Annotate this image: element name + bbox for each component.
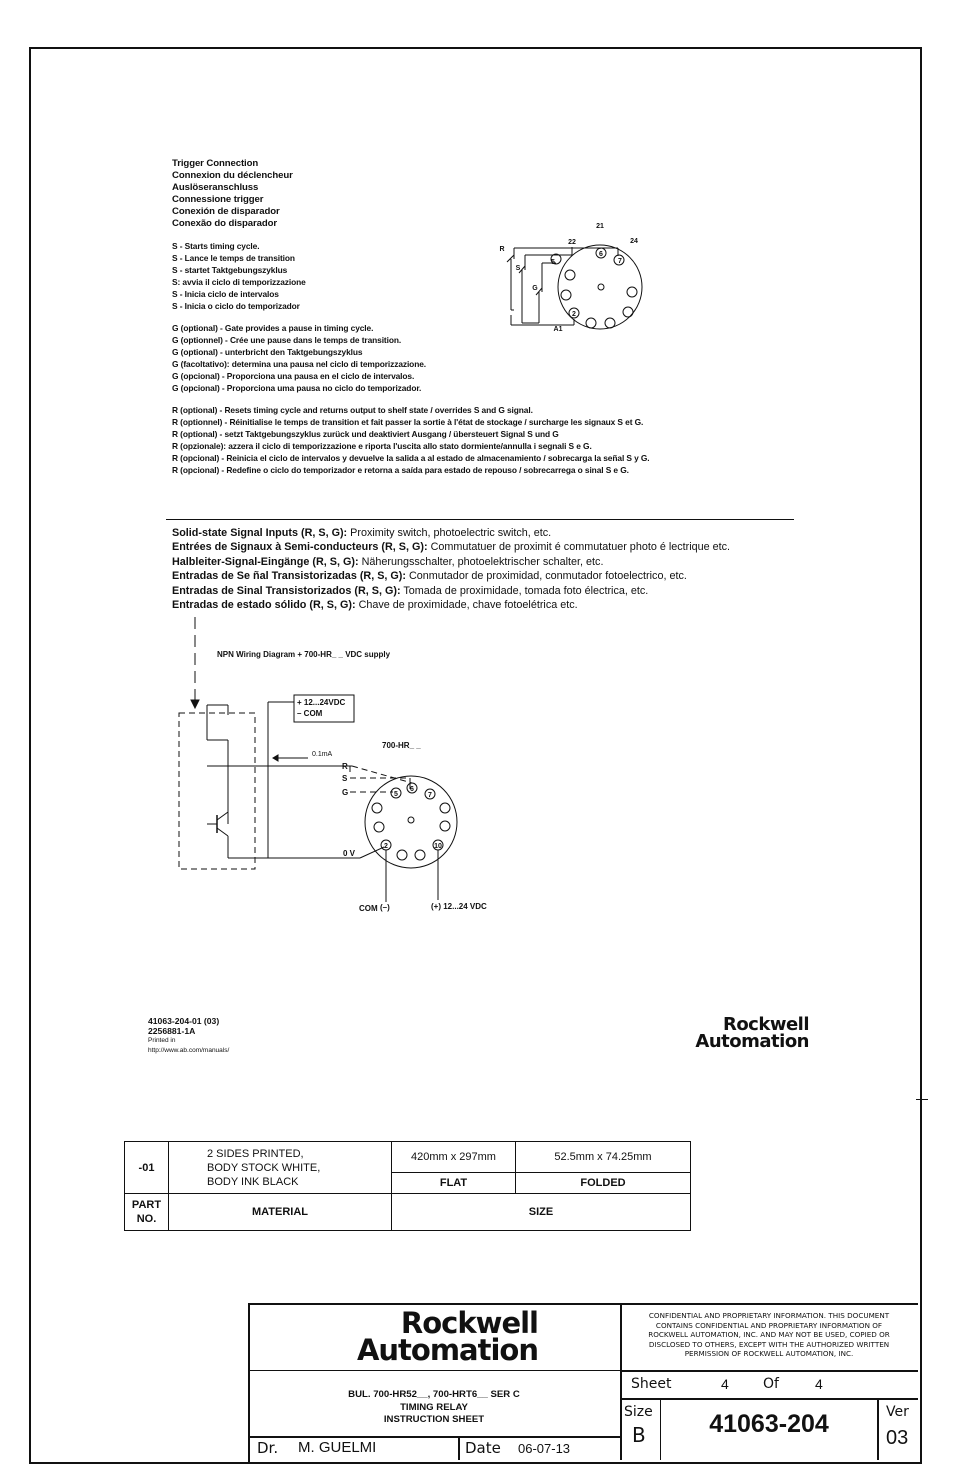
solid-state-line bbox=[172, 569, 730, 583]
npn-pin-10-label: 10 bbox=[434, 843, 442, 850]
solid-state-section bbox=[172, 526, 730, 612]
g-line: G (optional) - Gate provides a pause in timing cycle. bbox=[172, 323, 374, 333]
npn-title: NPN Wiring Diagram + 700-HR_ _ VDC supply bbox=[217, 650, 391, 659]
ver-label: Ver bbox=[886, 1404, 909, 1420]
r-label: R bbox=[499, 246, 505, 253]
s-line: S - Lance le temps de transition bbox=[172, 253, 295, 263]
confidential-line: CONTAINS CONFIDENTIAL AND PROPRIETARY INFORMATION OF bbox=[655, 1320, 883, 1330]
r-line: R (optionnel) - Réinitialise le temps de transition et fait passer la sortie à l'état de stockage / surcharge les signaux S et G. bbox=[172, 417, 644, 427]
a1-label: A1 bbox=[553, 326, 563, 333]
solid-state-heading: Entrées de Signaux à Semi-conducteurs (R, S, G): bbox=[172, 541, 428, 554]
spec-table bbox=[124, 1141, 691, 1231]
zero-v-label: 0 V bbox=[343, 849, 356, 858]
g-line: G (opcional) - Proporciona uma pausa no ciclo do temporizador. bbox=[172, 383, 422, 393]
r-line: R (optional) - Resets timing cycle and returns output to shelf state / overrides S and G signal. bbox=[172, 405, 533, 415]
solid-state-heading: Halbleiter-Signal-Eingänge (R, S, G): bbox=[172, 555, 359, 568]
s-line: S: avvia il ciclo di temporizzazione bbox=[172, 277, 306, 287]
document-description bbox=[248, 1389, 620, 1427]
npn-s-label: S bbox=[342, 774, 348, 783]
s-line: S - Inicia ciclo de intervalos bbox=[172, 289, 279, 299]
g-line: G (opcional) - Proporciona una pausa en el ciclo de intervalos. bbox=[172, 371, 415, 381]
terminal-22-label: 22 bbox=[568, 239, 576, 246]
solid-state-heading: Entradas de estado sólido (R, S, G): bbox=[172, 599, 356, 612]
g-line: G (optionnel) - Crée une pause dans le temps de transition. bbox=[172, 335, 402, 345]
npn-wiring-diagram bbox=[170, 612, 510, 917]
solid-state-line bbox=[172, 598, 730, 612]
npn-pin-2-label: 2 bbox=[384, 843, 388, 850]
logo-line-1: Rockwell bbox=[722, 1014, 809, 1035]
date-label: Date bbox=[465, 1439, 501, 1457]
solid-state-text: Proximity switch, photoelectric switch, etc. bbox=[347, 527, 552, 539]
s-line: S - Starts timing cycle. bbox=[172, 241, 260, 251]
of-number: 4 bbox=[815, 1376, 823, 1392]
size-header: SIZE bbox=[392, 1194, 691, 1231]
logo-line-2: Automation bbox=[356, 1332, 538, 1367]
part-number-cell: -01 bbox=[125, 1142, 169, 1194]
manuals-url: http://www.ab.com/manuals/ bbox=[148, 1047, 230, 1054]
solid-state-line bbox=[172, 526, 730, 540]
s-line: S - startet Taktgebungszyklus bbox=[172, 265, 288, 275]
com-sign: (–) bbox=[380, 903, 390, 912]
of-label: Of bbox=[763, 1376, 779, 1392]
title-block-rule bbox=[248, 1370, 620, 1371]
date-value: 06-07-13 bbox=[518, 1441, 571, 1456]
rockwell-logo-large bbox=[248, 1306, 538, 1367]
drawer-name: M. GUELMI bbox=[298, 1439, 377, 1456]
s-label: S bbox=[515, 265, 521, 272]
confidential-line: PERMISSION OF ROCKWELL AUTOMATION, INC. bbox=[684, 1349, 854, 1359]
supply-minus-label: – COM bbox=[297, 709, 323, 718]
folded-size-cell: 52.5mm x 74.25mm bbox=[516, 1142, 691, 1173]
logo-line-1: Rockwell bbox=[400, 1306, 538, 1340]
trigger-title: Connexion du déclencheur bbox=[172, 170, 293, 181]
npn-g-label: G bbox=[342, 788, 349, 797]
description-line: BUL. 700-HR52__, 700-HRT6__ SER C bbox=[348, 1389, 520, 1400]
material-header: MATERIAL bbox=[169, 1194, 392, 1231]
document-number: 41063-204 bbox=[709, 1410, 829, 1438]
solid-state-line bbox=[172, 555, 730, 569]
supply-plus-label: + 12...24VDC bbox=[297, 698, 346, 707]
trigger-title: Trigger Connection bbox=[172, 158, 259, 169]
title-block-rule bbox=[620, 1370, 918, 1372]
r-line: R (opcional) - Redefine o ciclo do temporizador e retorna a saída para estado de repouso / sobrecarrega o sinal S e G. bbox=[172, 465, 629, 475]
description-line: TIMING RELAY bbox=[400, 1401, 468, 1413]
g-line: G (optional) - unterbricht den Taktgebungszyklus bbox=[172, 347, 363, 357]
g-label: G bbox=[532, 285, 538, 292]
material-desc-cell bbox=[169, 1142, 392, 1194]
pin-7-label: 7 bbox=[618, 258, 622, 265]
r-line: R (opcional) - Reinicia el ciclo de intervalos y devuelve la salida a al estado de almacenamiento / sobrecarga la señal S y G. bbox=[172, 453, 650, 463]
material-line: BODY INK BLACK bbox=[207, 1175, 299, 1188]
solid-state-text: Commutatuer de proximit é commutatuer photo é lectrique etc. bbox=[427, 541, 731, 554]
solid-state-text: Tomada de proximidade, tomada foto électrica, etc. bbox=[400, 584, 649, 597]
ver-value: 03 bbox=[886, 1427, 909, 1449]
sheet-label: Sheet bbox=[631, 1376, 672, 1392]
solid-state-heading: Entradas de Se ñal Transistorizadas (R, S, G): bbox=[172, 570, 406, 583]
s-line: S - Inicia o ciclo do temporizador bbox=[172, 301, 300, 311]
sheet-number: 4 bbox=[721, 1376, 729, 1392]
dr-label: Dr. bbox=[257, 1439, 279, 1457]
solid-state-text: Conmutador de proximidad, conmutador fotoelectrico, etc. bbox=[406, 570, 687, 583]
printed-in: Printed in bbox=[148, 1037, 176, 1044]
logo-line-2: Automation bbox=[695, 1030, 809, 1052]
pin-5-label: 5 bbox=[551, 259, 555, 266]
solid-state-heading: Entradas de Sinal Transistorizados (R, S, G): bbox=[172, 584, 401, 597]
device-label: 700-HR_ _ bbox=[382, 741, 421, 750]
solid-state-line bbox=[172, 540, 730, 554]
frame-tick bbox=[916, 1099, 928, 1100]
npn-pin-5-label: 5 bbox=[394, 791, 398, 798]
solid-state-heading: Solid-state Signal Inputs (R, S, G): bbox=[172, 527, 348, 539]
section-divider bbox=[166, 519, 794, 520]
arrow-icon bbox=[191, 700, 199, 708]
confidential-line: ROCKWELL AUTOMATION, INC. AND MAY NOT BE USED, COPIED OR bbox=[648, 1330, 890, 1340]
r-line: R (optional) - setzt Taktgebungszyklus zurück und deaktiviert Ausgang / übersteuert Signal S und G bbox=[172, 429, 559, 439]
npn-pin-7-label: 7 bbox=[428, 792, 432, 799]
title-block-rule bbox=[458, 1436, 460, 1460]
flat-size-cell: 420mm x 297mm bbox=[392, 1142, 516, 1173]
terminal-24-label: 24 bbox=[630, 238, 638, 245]
vdc-label: (+) 12...24 VDC bbox=[431, 902, 487, 911]
print-info bbox=[148, 1016, 229, 1056]
title-block-rule bbox=[248, 1436, 620, 1438]
trigger-title: Auslöseranschluss bbox=[172, 182, 259, 193]
trigger-title: Conexão do disparador bbox=[172, 218, 278, 229]
solid-state-text: Näherungsschalter, photoelektrischer schalter, etc. bbox=[358, 555, 604, 568]
title-block-rule bbox=[877, 1398, 879, 1460]
size-label: Size bbox=[624, 1404, 653, 1420]
npn-pin-6-label: 6 bbox=[410, 786, 414, 793]
confidential-line: DISCLOSED TO OTHERS, EXCEPT WITH THE AUTHORIZED WRITTEN bbox=[648, 1339, 890, 1349]
title-block-rule bbox=[620, 1398, 918, 1400]
print-code: 2256881-1A bbox=[148, 1026, 196, 1036]
terminal-21-label: 21 bbox=[596, 223, 604, 230]
pin-2-label: 2 bbox=[572, 311, 576, 318]
trigger-title: Conexión de disparador bbox=[172, 206, 280, 217]
solid-state-line bbox=[172, 584, 730, 598]
part-no-header: PART NO. bbox=[125, 1194, 169, 1231]
material-line: 2 SIDES PRINTED, bbox=[207, 1147, 304, 1160]
pin-6-label: 6 bbox=[599, 251, 603, 258]
npn-r-label: R bbox=[342, 762, 348, 771]
current-label: 0.1mA bbox=[312, 751, 333, 758]
sensor-box bbox=[179, 713, 255, 869]
trigger-pin-diagram bbox=[490, 215, 650, 340]
confidential-notice bbox=[622, 1311, 916, 1359]
com-label: COM bbox=[359, 904, 378, 913]
confidential-line: CONFIDENTIAL AND PROPRIETARY INFORMATION. THIS DOCUMENT bbox=[648, 1311, 890, 1320]
description-line: INSTRUCTION SHEET bbox=[383, 1414, 485, 1425]
r-line: R (opzionale): azzera il ciclo di temporizzazione e riporta l'uscita allo stato dormiente/annulla i segnali S e G. bbox=[172, 441, 592, 451]
g-line: G (facoltativo): determina una pausa nel ciclo di temporizzazione. bbox=[172, 359, 427, 369]
rockwell-logo-small bbox=[695, 1014, 809, 1052]
solid-state-text: Chave de proximidade, chave fotoelétrica etc. bbox=[355, 599, 578, 612]
material-line: BODY STOCK WHITE, bbox=[207, 1161, 321, 1174]
r-signal-description bbox=[172, 404, 650, 476]
size-value: B bbox=[632, 1423, 646, 1447]
flat-header: FLAT bbox=[392, 1173, 516, 1194]
trigger-title: Connessione trigger bbox=[172, 194, 264, 205]
folded-header: FOLDED bbox=[516, 1173, 691, 1194]
print-doc-number: 41063-204-01 (03) bbox=[148, 1016, 220, 1026]
